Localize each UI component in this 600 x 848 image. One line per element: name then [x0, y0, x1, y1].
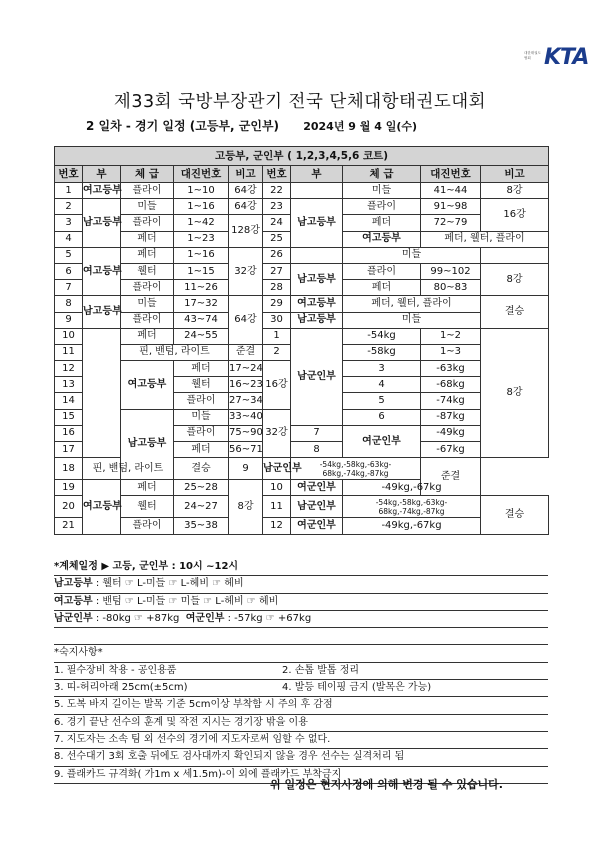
draw-number: 1~2 [421, 328, 481, 344]
draw-number: 41~44 [421, 183, 481, 199]
weight-class: 플라이 [121, 518, 174, 534]
row-number: 12 [55, 361, 83, 377]
row-number: 9 [55, 312, 83, 328]
row-number: 1 [263, 328, 291, 344]
division-cell: 남군인부 [291, 496, 343, 518]
draw-number: 43~74 [174, 312, 229, 328]
row-number: 2 [55, 199, 83, 215]
note-cell: 64강 [229, 183, 263, 199]
note-cell: 8강 [481, 328, 549, 458]
weight-class: 페더 [343, 280, 421, 296]
draw-number: 17~32 [174, 296, 229, 312]
table-row [55, 480, 549, 496]
note-cell: 32강 [263, 409, 291, 458]
row-number: 22 [263, 183, 291, 199]
row-number: 30 [263, 312, 291, 328]
weight-class: -67kg [421, 442, 481, 458]
schedule-table [54, 146, 549, 535]
draw-number: 17~24 [229, 361, 263, 377]
division-cell: 여고등부 [83, 480, 121, 534]
row-number: 16 [55, 425, 83, 441]
row-number: 8 [55, 296, 83, 312]
note-6: 6. 경기 끝난 선수의 훈계 및 작전 지시는 경기장 밖을 이용 [54, 715, 548, 732]
col-header: 번호 [55, 166, 83, 183]
page-title: 제33회 국방부장관기 전국 단체대항태권도대회 [113, 92, 487, 112]
col-header: 체 급 [121, 166, 174, 183]
row-number: 15 [55, 409, 83, 425]
row-number: 10 [263, 480, 291, 496]
col-header: 번호 [263, 166, 291, 183]
table-row [55, 183, 549, 199]
table-row [55, 496, 549, 518]
weight-class: 핀, 밴텀, 라이트 [83, 458, 174, 480]
weight-class: 플라이 [121, 312, 174, 328]
table-row [55, 263, 549, 279]
note-7: 7. 지도자는 소속 팀 외 선수의 경기에 지도자로써 임할 수 없다. [54, 732, 548, 749]
draw-number: 33~40 [229, 409, 263, 425]
weight-class: -74kg [421, 393, 481, 409]
row-number: 24 [263, 215, 291, 231]
note-row-2: 3. 띠-허리아래 25cm(±5cm) 4. 발등 테이핑 금지 (발목은 가능) [54, 680, 548, 697]
row-number: 14 [55, 393, 83, 409]
row-number: 4 [55, 231, 83, 247]
weight-class: 미들 [343, 183, 421, 199]
weighin-title: *계체일정 ▶ 고등, 군인부 : 10시 ~12시 [54, 559, 548, 576]
draw-number: 72~79 [421, 215, 481, 231]
row-number: 18 [55, 458, 83, 480]
division-cell: 남고등부 [291, 312, 343, 328]
note-cell: 32강 [229, 247, 263, 296]
division-cell [291, 183, 343, 199]
weight-class: 페더 [343, 215, 421, 231]
logo-text: 대한태권도협회 [524, 51, 541, 60]
division-cell: 남고등부 [121, 409, 174, 480]
row-number: 23 [263, 199, 291, 215]
division-cell: 여고등부 [291, 296, 343, 312]
row-number: 9 [229, 458, 263, 480]
row-number: 20 [55, 496, 83, 518]
table-row [55, 518, 549, 534]
note-cell: 64강 [229, 296, 263, 345]
table-row [55, 296, 549, 312]
draw-number: 27~34 [229, 393, 263, 409]
weight-class: 미들 [343, 312, 481, 328]
row-number: 7 [55, 280, 83, 296]
weight-class: -49kg,-67kg [343, 518, 481, 534]
row-number: 28 [263, 280, 291, 296]
draw-number: 1~10 [174, 183, 229, 199]
draw-number: 56~71 [229, 442, 263, 458]
footer-note: 위 일정은 현지사정에 의해 변경 될 수 있습니다. [270, 778, 503, 791]
weight-class: 플라이 [121, 215, 174, 231]
division-cell: 여고등부 [343, 231, 421, 247]
weight-class: -54kg,-58kg,-63kg-68kg,-74kg,-87kg [343, 496, 481, 518]
note-cell: 8강 [481, 263, 549, 295]
draw-number: 1~42 [174, 215, 229, 231]
row-number: 29 [263, 296, 291, 312]
weight-class: 핀, 밴텀, 라이트 [121, 344, 229, 360]
row-number: 10 [55, 328, 83, 344]
draw-number: 99~102 [421, 263, 481, 279]
row-number: 19 [55, 480, 83, 496]
weight-class: 플라이 [343, 199, 421, 215]
weighin-male-hs: 남고등부 : 웰터 ☞ L-미들 ☞ L-헤비 ☞ 헤비 [54, 576, 548, 593]
weighin-female-hs: 여고등부 : 밴텀 ☞ L-미들 ☞ 미들 ☞ L-헤비 ☞ 헤비 [54, 594, 548, 611]
weight-class: 플라이 [121, 280, 174, 296]
draw-number: 1~3 [421, 344, 481, 360]
division-cell [291, 247, 343, 263]
draw-number: 1~16 [174, 247, 229, 263]
division-cell: 여고등부 [83, 247, 121, 296]
weight-class: 미들 [343, 247, 481, 263]
table-row [55, 312, 549, 328]
draw-number: 1~15 [174, 263, 229, 279]
row-number: 3 [55, 215, 83, 231]
row-number: 6 [55, 263, 83, 279]
row-number: 27 [263, 263, 291, 279]
row-number: 17 [55, 442, 83, 458]
row-number: 11 [263, 496, 291, 518]
weight-class: -54kg,-58kg,-63kg-68kg,-74kg,-87kg [291, 458, 421, 480]
note-8: 8. 선수대기 3회 호출 뒤에도 검사대까지 확인되지 않을 경우 선수는 실격처리 됨 [54, 749, 548, 766]
note-5: 5. 도복 바지 길이는 발목 기준 5cm이상 부착함 시 주의 후 감점 [54, 697, 548, 714]
division-cell: 남고등부 [83, 199, 121, 248]
logo-mark: KTA [544, 45, 589, 70]
col-header: 체 급 [343, 166, 421, 183]
weight-class: 페더 [121, 231, 174, 247]
row-number: 4 [343, 377, 421, 393]
division-cell: 여고등부 [121, 361, 174, 410]
col-header: 대진번호 [421, 166, 481, 183]
draw-number: 1~16 [174, 199, 229, 215]
weight-class: -54kg [343, 328, 421, 344]
weight-class: 미들 [174, 409, 229, 425]
weight-class: 플라이 [174, 425, 229, 441]
division-cell: 여군인부 [291, 480, 343, 496]
row-number: 13 [55, 377, 83, 393]
row-number: 25 [263, 231, 291, 247]
table-row [55, 247, 549, 263]
weight-class: 페더 [121, 480, 174, 496]
note-cell: 준결 [229, 344, 263, 360]
subtitle-date: 2024년 9 월 4 일(수) [303, 120, 418, 133]
division-cell: 여고등부 [83, 183, 121, 199]
note-cell: 결승 [481, 496, 549, 534]
weight-class: -87kg [421, 409, 481, 425]
subtitle-main: 2 일차 - 경기 일정 (고등부, 군인부) [86, 119, 280, 133]
note-cell: 8강 [229, 480, 263, 534]
col-header: 비고 [481, 166, 549, 183]
weight-class: 페더 [121, 247, 174, 263]
row-number: 11 [55, 344, 83, 360]
note-cell: 8강 [481, 183, 549, 199]
weight-class: 페더 [174, 442, 229, 458]
weight-class: 웰터 [174, 377, 229, 393]
row-number: 12 [263, 518, 291, 534]
note-row-1: 1. 필수장비 착용 - 공인용품 2. 손톱 발톱 정리 [54, 663, 548, 680]
col-header: 비고 [229, 166, 263, 183]
weight-class: 페더, 웰터, 플라이 [421, 231, 549, 247]
table-row [55, 458, 549, 480]
weight-class: -58kg [343, 344, 421, 360]
row-number: 2 [263, 344, 291, 360]
weight-class: 플라이 [174, 393, 229, 409]
weight-class: 페더 [174, 361, 229, 377]
weight-class: 웰터 [121, 496, 174, 518]
draw-number: 91~98 [421, 199, 481, 215]
weighin-military: 남군인부 : -80kg ☞ +87kg 여군인부 : -57kg ☞ +67kg [54, 611, 548, 628]
row-number: 5 [55, 247, 83, 263]
draw-number: 75~90 [229, 425, 263, 441]
draw-number: 80~83 [421, 280, 481, 296]
note-cell: 128강 [229, 215, 263, 247]
row-number: 7 [291, 425, 343, 441]
weight-class: 플라이 [121, 183, 174, 199]
row-number: 26 [263, 247, 291, 263]
note-9: 9. 플래카드 규격화( 가1m x 세1.5m)-이 외에 플래카드 부착금지 [54, 767, 548, 784]
note-cell: 16강 [481, 199, 549, 231]
division-cell: 여군인부 [343, 425, 421, 457]
division-cell: 남군인부 [291, 328, 343, 425]
weight-class: -68kg [421, 377, 481, 393]
weight-class: 미들 [121, 296, 174, 312]
weight-class: 미들 [121, 199, 174, 215]
division-cell: 여군인부 [291, 518, 343, 534]
spacer-row [54, 628, 548, 645]
row-number: 6 [343, 409, 421, 425]
col-header: 대진번호 [174, 166, 229, 183]
division-cell: 남군인부 [263, 458, 291, 480]
weight-class: 페더 [121, 328, 174, 344]
division-cell: 남고등부 [83, 296, 121, 328]
division-cell: 남고등부 [291, 199, 343, 248]
note-cell: 16강 [263, 361, 291, 410]
weight-class: 페더, 웰터, 플라이 [343, 296, 481, 312]
row-number: 21 [55, 518, 83, 534]
note-cell: 결승 [481, 296, 549, 328]
draw-number: 16~23 [229, 377, 263, 393]
weight-class: -63kg [421, 361, 481, 377]
col-header: 부 [291, 166, 343, 183]
division-cell: 남고등부 [291, 263, 343, 295]
info-section [54, 559, 548, 784]
note-cell: 64강 [229, 199, 263, 215]
col-header: 부 [83, 166, 121, 183]
weight-class: -49kg [421, 425, 481, 441]
weight-class: -49kg,-67kg [343, 480, 481, 496]
row-number: 8 [291, 442, 343, 458]
draw-number: 24~27 [174, 496, 229, 518]
page-subtitle [86, 117, 417, 134]
row-number: 5 [343, 393, 421, 409]
note-cell: 결승 [174, 458, 229, 480]
kta-logo [524, 45, 589, 75]
table-banner: 고등부, 군인부 ( 1,2,3,4,5,6 코트) [55, 147, 549, 166]
draw-number: 11~26 [174, 280, 229, 296]
draw-number: 35~38 [174, 518, 229, 534]
row-number: 1 [55, 183, 83, 199]
draw-number: 24~55 [174, 328, 229, 344]
table-row [55, 328, 549, 344]
row-number: 3 [343, 361, 421, 377]
weight-class: 웰터 [121, 263, 174, 279]
draw-number: 25~28 [174, 480, 229, 496]
note-cell: 준결 [421, 458, 481, 496]
weight-class: 플라이 [343, 263, 421, 279]
division-cell [83, 328, 121, 458]
draw-number: 1~23 [174, 231, 229, 247]
table-row [55, 199, 549, 215]
notes-title: *숙지사항* [54, 645, 548, 662]
